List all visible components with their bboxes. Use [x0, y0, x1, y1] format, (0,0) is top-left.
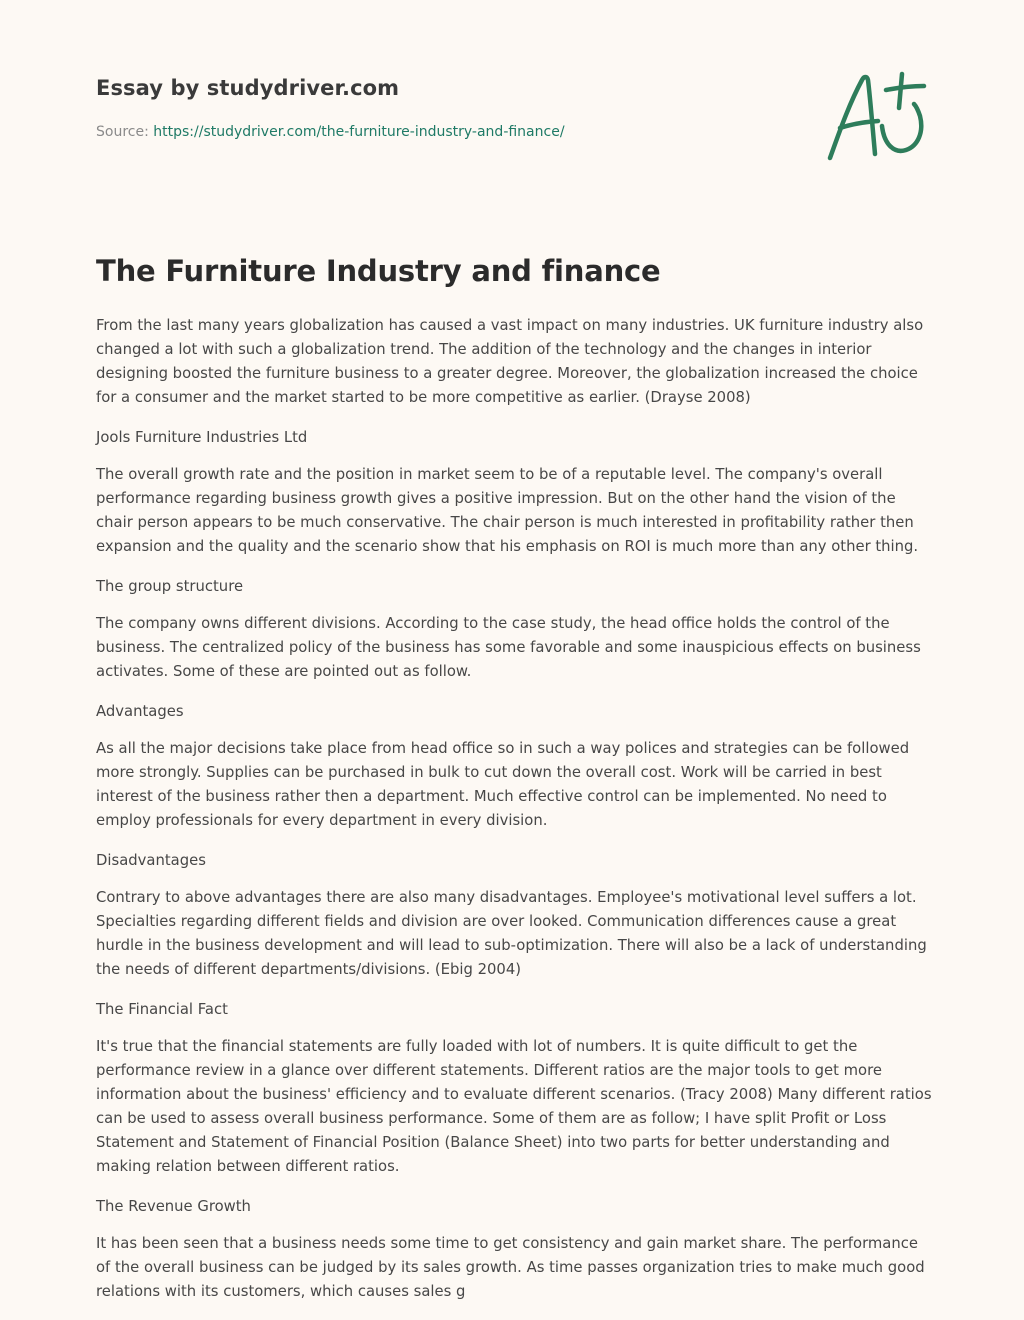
paragraph: It's true that the financial statements are fully loaded with lot of numbers. It is quite difficult to get the performance review in a glance over different statements. Different ratios are the major tools to get more information about the business' efficiency and to evaluate different scenarios. (Tracy 2008) Many different ratios can be used to assess overall business performance. Some of them are as follow; I have split Profit or Loss Statement and Statement of Financial Position (Balance Sheet) into two parts for better understanding and making relation between different ratios. [96, 1038, 932, 1175]
section-heading: Jools Furniture Industries Ltd [96, 429, 308, 446]
section-heading: The group structure [96, 578, 244, 595]
paragraph: The overall growth rate and the position in market seem to be of a reputable level. The company's overall performance regarding business growth gives a positive impression. But on the other hand the vision of the chair person appears to be much conservative. The chair person is much interested in profitability rather then expansion and the quality and the scenario show that his emphasis on ROI is much more than any other thing. [96, 466, 919, 555]
paragraph: From the last many years globalization has caused a vast impact on many industries. UK furniture industry also changed a lot with such a globalization trend. The addition of the technology and the changes in interior designing boosted the furniture business to a greater degree. Moreover, the globalization increased the choice for a consumer and the market started to be more competitive as earlier. (Drayse 2008) [96, 317, 924, 406]
a-plus-logo-icon [820, 66, 930, 166]
source-link[interactable]: https://studydriver.com/the-furniture-industry-and-finance/ [153, 124, 565, 140]
section-heading: Disadvantages [96, 852, 206, 869]
paragraph: It has been seen that a business needs some time to get consistency and gain market share. The performance of the overall business can be judged by its sales growth. As time passes organization tries to make much good relations with its customers, which causes sales g [96, 1235, 925, 1300]
article-body [96, 314, 936, 1320]
paragraph: As all the major decisions take place from head office so in such a way polices and strategies can be followed more strongly. Supplies can be purchased in bulk to cut down the overall cost. Work will be carried in best interest of the business rather then a department. Much effective control can be implemented. No need to employ professionals for every department in every division. [96, 740, 910, 829]
section-heading: The Financial Fact [96, 1001, 228, 1018]
article-title: The Furniture Industry and finance [96, 254, 661, 288]
site-brand: Essay by studydriver.com [96, 76, 400, 100]
section-heading: Advantages [96, 703, 184, 720]
section-heading: The Revenue Growth [96, 1198, 251, 1215]
source-label: Source: [96, 124, 154, 140]
paragraph: The company owns different divisions. According to the case study, the head office holds the control of the business. The centralized policy of the business has some favorable and some inauspicious effects on business activates. Some of these are pointed out as follow. [96, 615, 921, 680]
source-line [96, 124, 565, 140]
paragraph: Contrary to above advantages there are also many disadvantages. Employee's motivational level suffers a lot. Specialties regarding different fields and division are over looked. Communication differences cause a great hurdle in the business development and will lead to sub-optimization. There will also be a lack of understanding the needs of different departments/divisions. (Ebig 2004) [96, 889, 927, 978]
